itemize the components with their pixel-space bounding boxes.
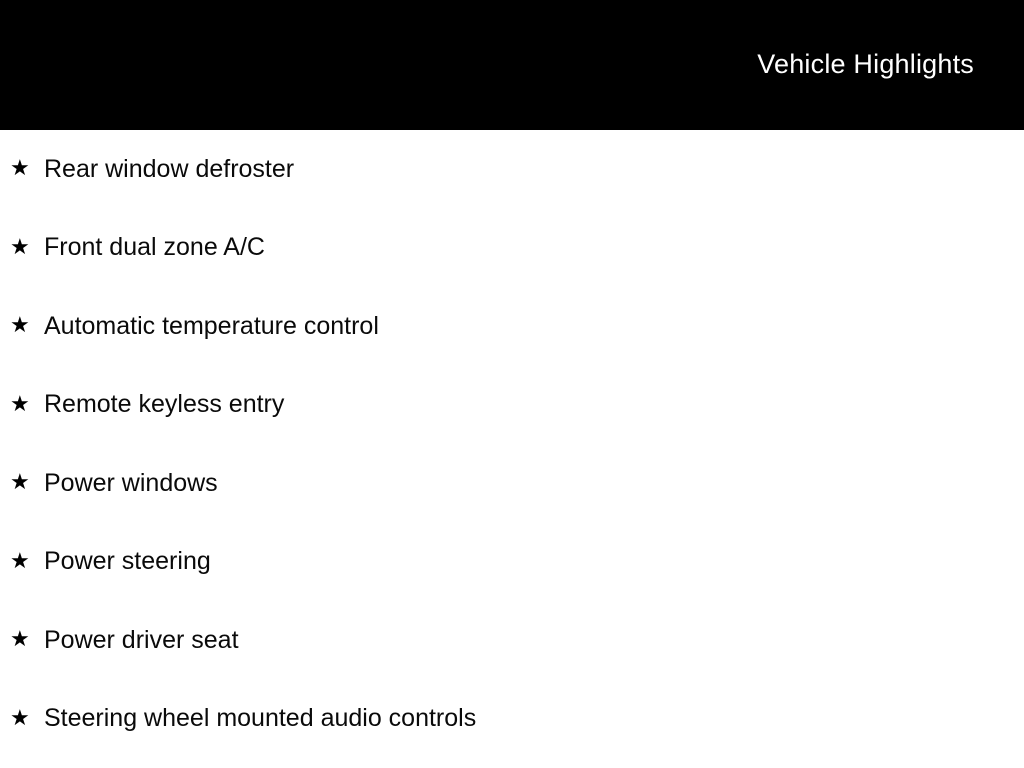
star-bullet-icon: ★ — [10, 391, 30, 417]
list-item — [0, 601, 1024, 680]
list-item-label: Remote keyless entry — [44, 390, 285, 419]
feature-list — [0, 130, 1024, 758]
header-bar — [0, 0, 1024, 130]
list-item — [0, 366, 1024, 445]
list-item-label: Power windows — [44, 468, 218, 497]
list-item — [0, 130, 1024, 209]
list-item-label: Automatic temperature control — [44, 311, 379, 340]
list-item — [0, 680, 1024, 759]
list-item — [0, 444, 1024, 523]
page-title: Vehicle Highlights — [757, 49, 974, 79]
star-bullet-icon: ★ — [10, 234, 30, 260]
list-item — [0, 523, 1024, 602]
star-bullet-icon: ★ — [10, 470, 30, 496]
star-bullet-icon: ★ — [10, 548, 30, 574]
list-item — [0, 209, 1024, 288]
list-item-label: Power driver seat — [44, 625, 239, 654]
list-item-label: Rear window defroster — [44, 154, 295, 183]
star-bullet-icon: ★ — [10, 705, 30, 731]
list-item-label: Steering wheel mounted audio controls — [44, 704, 477, 733]
list-item-label: Front dual zone A/C — [44, 233, 265, 262]
star-bullet-icon: ★ — [10, 156, 30, 182]
star-bullet-icon: ★ — [10, 627, 30, 653]
list-item-label: Power steering — [44, 547, 211, 576]
list-item — [0, 287, 1024, 366]
star-bullet-icon: ★ — [10, 313, 30, 339]
